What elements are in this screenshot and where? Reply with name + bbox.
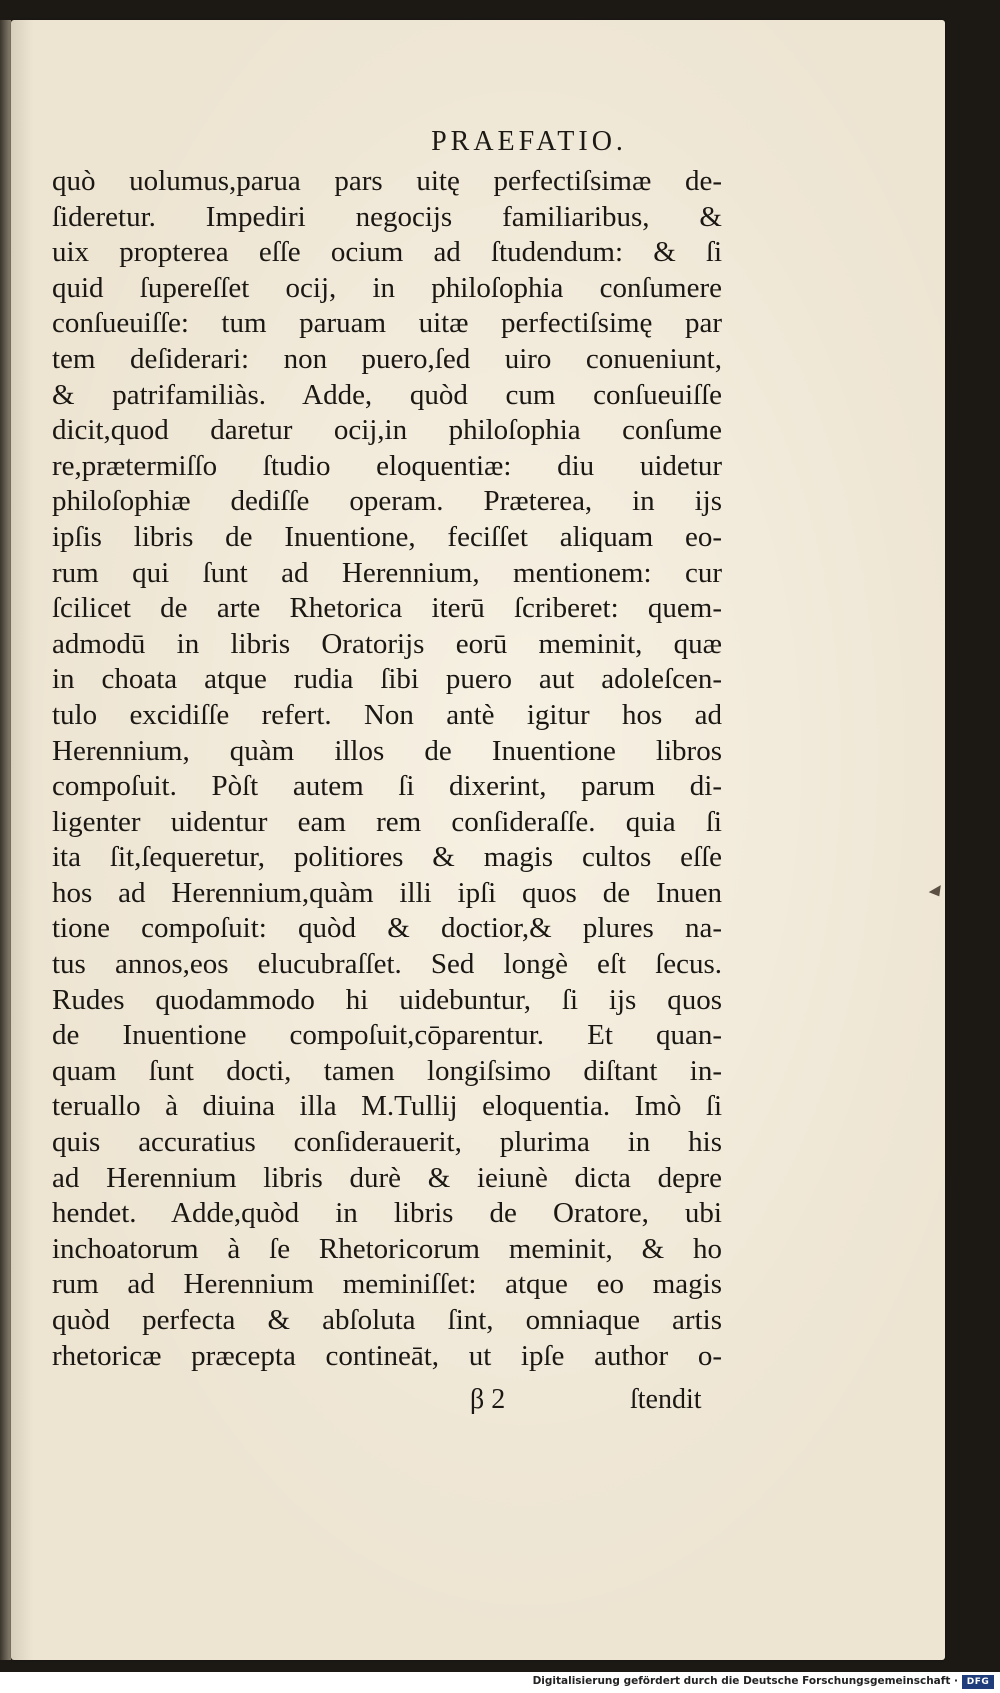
text-line: Herennium, quàm illos de Inuentione libros [52, 734, 722, 767]
body-text [52, 164, 722, 1374]
text-line: hos ad Herennium,quàm illi ipſi quos de Inuen [52, 876, 722, 909]
text-line: quis accuratius conſiderauerit, plurima in his [52, 1126, 722, 1159]
text-line: admodū in libris Oratorijs eorū meminit, quæ [52, 627, 722, 660]
text-line: quid ſupereſſet ocij, in philoſophia conſumere [52, 271, 722, 304]
text-line: quò uolumus,parua pars uitę perfectiſsimæ de- [52, 165, 722, 197]
running-head: PRAEFATIO. [431, 126, 627, 157]
text-line: tem deſiderari: non puero,ſed uiro conueniunt, [52, 342, 722, 375]
text-line: in choata atque rudia ſibi puero aut adoleſcen- [52, 663, 722, 696]
text-line: rum ad Herennium meminiſſet: atque eo magis [52, 1268, 722, 1301]
dfg-logo: DFG [962, 1675, 994, 1689]
text-line: ipſis libris de Inuentione, feciſſet aliquam eo- [52, 520, 722, 553]
text-line: tulo excidiſſe refert. Non antè igitur hos ad [52, 698, 722, 731]
text-line: quam ſunt docti, tamen longiſsimo diſtant in- [52, 1054, 722, 1087]
text-line: inchoatorum à ſe Rhetoricorum meminit, & ho [52, 1232, 722, 1265]
text-line: dicit,quod daretur ocij,in philoſophia conſume [52, 414, 722, 447]
text-line: philoſophiæ dediſſe operam. Præterea, in ijs [52, 485, 722, 518]
catchword: ſtendit [630, 1384, 702, 1415]
text-line: quòd perfecta & abſoluta ſint, omniaque artis [52, 1304, 722, 1336]
text-line: teruallo à diuina illa M.Tullij eloquentia. Imò ſi [52, 1090, 722, 1123]
text-line: hendet. Adde,quòd in libris de Oratore, ubi [52, 1197, 722, 1230]
footer-credit: Digitalisierung gefördert durch die Deutsche Forschungsgemeinschaft · [532, 1675, 958, 1687]
text-line: uix propterea eſſe ocium ad ſtudendum: & ſi [52, 236, 722, 269]
text-line: conſueuiſſe: tum paruam uitæ perfectiſsimę par [52, 307, 722, 340]
digitization-footer [0, 1672, 1000, 1693]
text-line: ligenter uidentur eam rem conſideraſſe. quia ſi [52, 805, 722, 838]
text-line: re,prætermiſſo ſtudio eloquentiæ: diu uidetur [52, 449, 722, 482]
adjacent-page-edge [0, 20, 11, 1660]
text-line: & patrifamiliàs. Adde, quòd cum conſueuiſſe [52, 378, 722, 411]
text-line: tione compoſuit: quòd & doctior,& plures na- [52, 912, 722, 945]
text-line: rhetoricæ præcepta contineāt, ut ipſe author o- [52, 1339, 722, 1372]
text-line: compoſuit. Pòſt autem ſi dixerint, parum di- [52, 770, 722, 803]
text-line: de Inuentione compoſuit,cōparentur. Et quan- [52, 1019, 722, 1052]
text-line: ſideretur. Impediri negocijs familiaribus, & [52, 200, 722, 233]
signature-mark: β 2 [470, 1384, 506, 1415]
text-line: rum qui ſunt ad Herennium, mentionem: cur [52, 556, 722, 589]
text-line: tus annos,eos elucubraſſet. Sed longè eſt ſecus. [52, 948, 722, 981]
text-line: ad Herennium libris durè & ieiunè dicta depre [52, 1161, 722, 1194]
text-line: Rudes quodammodo hi uidebuntur, ſi ijs quos [52, 983, 722, 1016]
text-line: ſcilicet de arte Rhetorica iterū ſcriberet: quem- [52, 592, 722, 625]
text-line: ita ſit,ſequeretur, politiores & magis cultos eſſe [52, 841, 722, 874]
